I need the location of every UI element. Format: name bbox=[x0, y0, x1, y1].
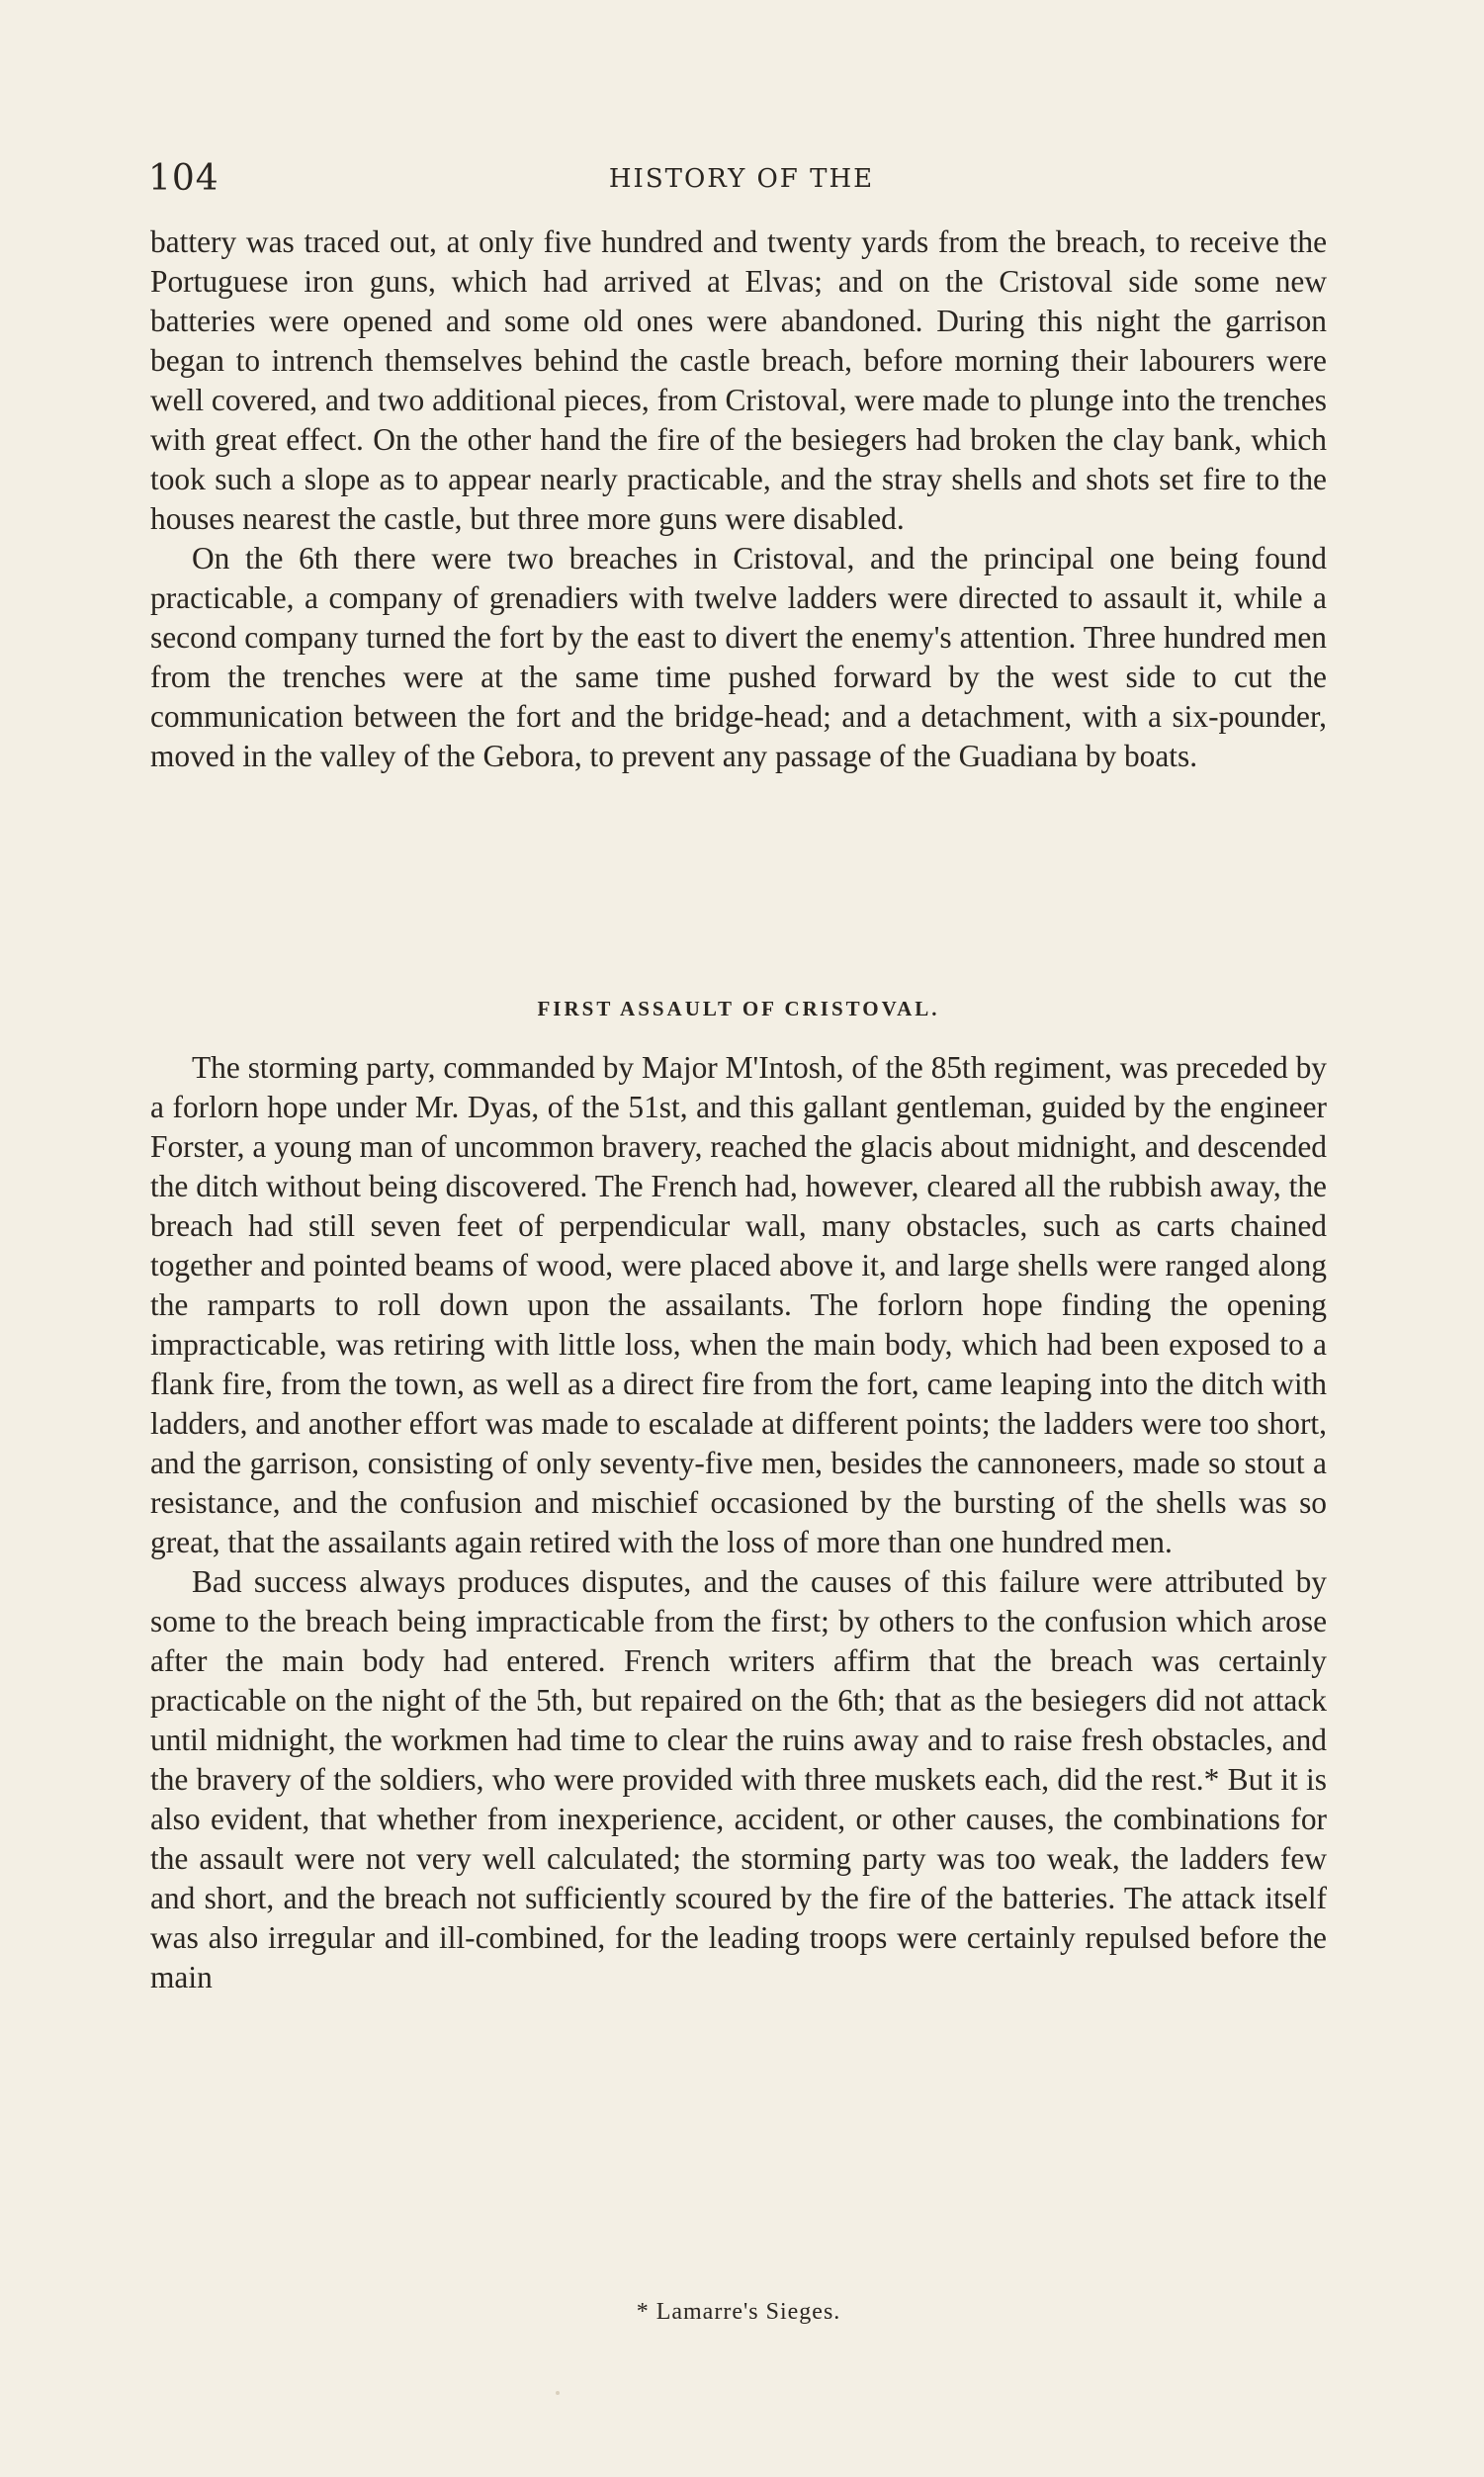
paragraph: The storming party, commanded by Major M'Intosh, of the 85th regiment, was preceded by a forlorn hope under Mr. Dyas, of the 51st, and this gallant gentleman, guided by the engineer Forster, a young man of uncommon bravery, reached the glacis about midnight, and descended the ditch without being discovered. The French had, however, cleared all the rubbish away, the breach had still seven feet of perpendicular wall, many obstacles, such as carts chained together and pointed beams of wood, were placed above it, and large shells were ranged along the ramparts to roll down upon the assailants. The forlorn hope finding the opening impracticable, was retiring with little loss, when the main body, which had been exposed to a flank fire, from the town, as well as a direct fire from the fort, came leaping into the ditch with ladders, and another effort was made to escalade at different points; the ladders were too short, and the garrison, consisting of only seventy-five men, besides the cannoneers, made so stout a resistance, and the confusion and mischief occasioned by the bursting of the shells was so great, that the assailants again retired with the loss of more than one hundred men. bbox=[150, 1050, 1327, 1559]
running-head-title: HISTORY OF THE bbox=[608, 164, 875, 194]
paragraph: On the 6th there were two breaches in Cristoval, and the principal one being found practicable, a company of grenadiers with twelve ladders were directed to assault it, while a second company turned the fort by the east to divert the enemy's attention. Three hundred men from the trenches were at the same time pushed forward by the west side to cut the communication between the fort and the bridge-head; and a detachment, with a six-pounder, moved in the valley of the Gebora, to prevent any passage of the Guadiana by boats. bbox=[150, 541, 1327, 773]
body-text-top bbox=[150, 222, 1327, 776]
footnote: * Lamarre's Sieges. bbox=[636, 2299, 841, 2325]
section-heading: FIRST ASSAULT OF CRISTOVAL. bbox=[537, 997, 940, 1020]
page-number: 104 bbox=[148, 158, 219, 199]
paper-speck bbox=[556, 2391, 560, 2395]
paragraph: battery was traced out, at only five hundred and twenty yards from the breach, to receive the Portuguese iron guns, which had arrived at Elvas; and on the Cristoval side some new batteries were opened and some old ones were abandoned. During this night the garrison began to intrench themselves behind the castle breach, before morning their labourers were well covered, and two additional pieces, from Cristoval, were made to plunge into the trenches with great effect. On the other hand the fire of the besiegers had broken the clay bank, which took such a slope as to appear nearly practicable, and the stray shells and shots set fire to the houses nearest the castle, but three more guns were disabled. bbox=[150, 224, 1327, 536]
body-text-bottom bbox=[150, 1048, 1327, 1997]
paragraph: Bad success always produces disputes, and the causes of this failure were attributed by some to the breach being impracticable from the first; by others to the confusion which arose after the main body had entered. French writers affirm that the breach was certainly practicable on the night of the 5th, but repaired on the 6th; that as the besiegers did not attack until midnight, the workmen had time to clear the ruins away and to raise fresh obstacles, and the bravery of the soldiers, who were provided with three muskets each, did the rest.* But it is also evident, that whether from inexperience, accident, or other causes, the combinations for the assault were not very well calculated; the storming party was too weak, the ladders few and short, and the breach not sufficiently scoured by the fire of the batteries. The attack itself was also irregular and ill-combined, for the leading troops were certainly repulsed before the main bbox=[150, 1564, 1327, 1994]
running-head bbox=[148, 158, 1335, 208]
